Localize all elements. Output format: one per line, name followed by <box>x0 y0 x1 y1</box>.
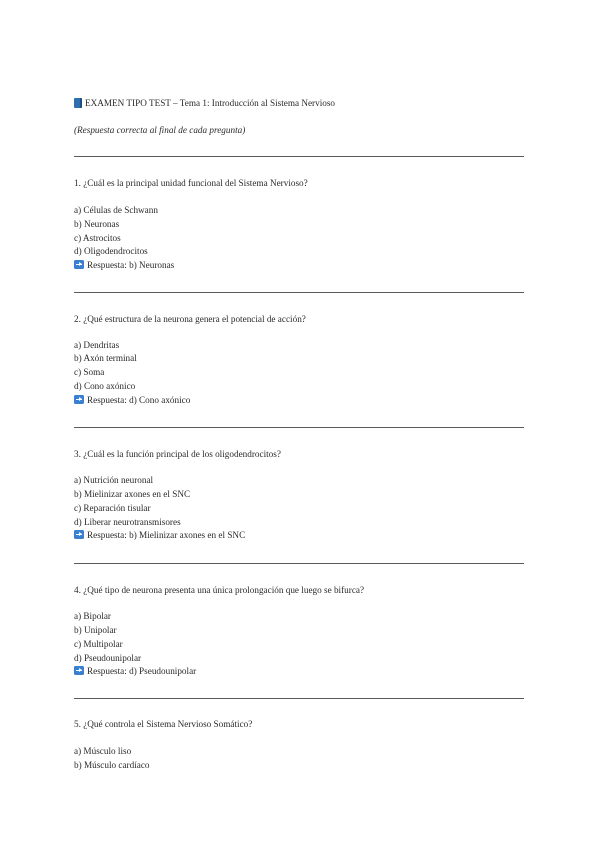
option: b) Músculo cardíaco <box>74 760 150 770</box>
option: d) Liberar neurotransmisores <box>74 517 181 527</box>
instructions-note: (Respuesta correcta al final de cada pregunta) <box>74 125 246 135</box>
right-arrow-icon <box>74 666 84 675</box>
divider <box>74 292 524 293</box>
exam-title-text: EXAMEN TIPO TEST – Tema 1: Introducción al Sistema Nervioso <box>85 98 336 108</box>
question-text: 5. ¿Qué controla el Sistema Nervioso Somático? <box>74 719 253 729</box>
answer-line <box>74 665 196 677</box>
question-text: 3. ¿Cuál es la función principal de los oligodendrocitos? <box>74 449 281 459</box>
divider <box>74 156 524 157</box>
option: b) Unipolar <box>74 625 117 635</box>
option: c) Multipolar <box>74 639 123 649</box>
divider <box>74 427 524 428</box>
answer-text: Respuesta: b) Neuronas <box>87 260 175 270</box>
option: c) Reparación tisular <box>74 503 151 513</box>
book-icon <box>74 98 82 108</box>
option: c) Soma <box>74 367 105 377</box>
option: a) Bipolar <box>74 611 111 621</box>
question-text: 4. ¿Qué tipo de neurona presenta una única prolongación que luego se bifurca? <box>74 585 365 595</box>
answer-line <box>74 529 245 541</box>
option: b) Neuronas <box>74 219 120 229</box>
answer-text: Respuesta: d) Pseudounipolar <box>87 666 197 676</box>
option: d) Cono axónico <box>74 381 136 391</box>
answer-text: Respuesta: d) Cono axónico <box>87 395 191 405</box>
option: a) Músculo liso <box>74 746 132 756</box>
right-arrow-icon <box>74 395 84 404</box>
option: a) Células de Schwann <box>74 205 158 215</box>
option: c) Astrocitos <box>74 233 121 243</box>
right-arrow-icon <box>74 260 84 269</box>
option: b) Axón terminal <box>74 353 137 363</box>
option: d) Oligodendrocitos <box>74 246 148 256</box>
divider <box>74 698 524 699</box>
option: a) Nutrición neuronal <box>74 475 154 485</box>
option: a) Dendritas <box>74 340 120 350</box>
option: d) Pseudounipolar <box>74 653 142 663</box>
answer-text: Respuesta: b) Mielinizar axones en el SNC <box>87 530 246 540</box>
exam-title <box>74 97 335 109</box>
question-text: 1. ¿Cuál es la principal unidad funcional del Sistema Nervioso? <box>74 178 308 188</box>
question-text: 2. ¿Qué estructura de la neurona genera el potencial de acción? <box>74 314 306 324</box>
option: b) Mielinizar axones en el SNC <box>74 489 191 499</box>
divider <box>74 563 524 564</box>
answer-line <box>74 259 174 271</box>
right-arrow-icon <box>74 530 84 539</box>
answer-line <box>74 394 190 406</box>
